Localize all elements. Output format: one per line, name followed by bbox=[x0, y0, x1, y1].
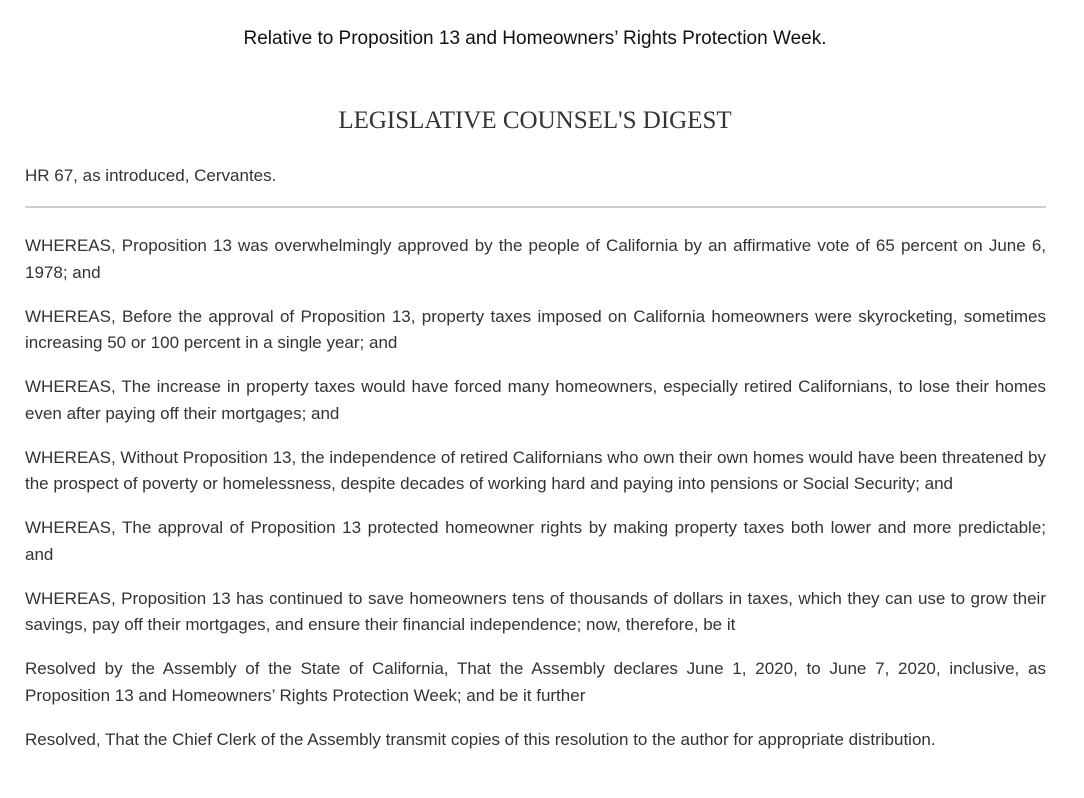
whereas-clause-1: WHEREAS, Proposition 13 was overwhelmingly approved by the people of California by an affirmative vote of 65 percent on June 6, 1978; and bbox=[25, 236, 1046, 282]
bill-title: Relative to Proposition 13 and Homeowners’ Rights Protection Week. bbox=[243, 28, 827, 49]
whereas-clause-2: WHEREAS, Before the approval of Proposition 13, property taxes imposed on California homeowners were skyrocketing, sometimes increasing 50 or 100 percent in a single year; and bbox=[25, 306, 1046, 352]
divider bbox=[25, 206, 1046, 208]
whereas-clause-4: WHEREAS, Without Proposition 13, the independence of retired Californians who own their own homes would have been threatened by the prospect of poverty or homelessness, despite decades of working hard and paying into pensions or Social Security; and bbox=[25, 447, 1046, 493]
whereas-clause-6: WHEREAS, Proposition 13 has continued to save homeowners tens of thousands of dollars in taxes, which they can use to grow their savings, pay off their mortgages, and ensure their financial independence; now, therefore, be it bbox=[25, 588, 1046, 634]
bill-meta: HR 67, as introduced, Cervantes. bbox=[25, 166, 277, 185]
resolved-clause-1: Resolved by the Assembly of the State of California, That the Assembly declares June 1, 2020, to June 7, 2020, inclusive, as Proposition 13 and Homeowners’ Rights Protection Week; and be it further bbox=[25, 659, 1046, 705]
resolution-body bbox=[25, 233, 1046, 771]
whereas-clause-3: WHEREAS, The increase in property taxes would have forced many homeowners, especially retired Californians, to lose their homes even after paying off their mortgages; and bbox=[25, 377, 1046, 423]
resolved-clause-2: Resolved, That the Chief Clerk of the Assembly transmit copies of this resolution to the author for appropriate distribution. bbox=[25, 729, 936, 749]
whereas-clause-5: WHEREAS, The approval of Proposition 13 protected homeowner rights by making property taxes both lower and more predictable; and bbox=[25, 518, 1046, 564]
digest-heading: LEGISLATIVE COUNSEL'S DIGEST bbox=[338, 107, 732, 134]
